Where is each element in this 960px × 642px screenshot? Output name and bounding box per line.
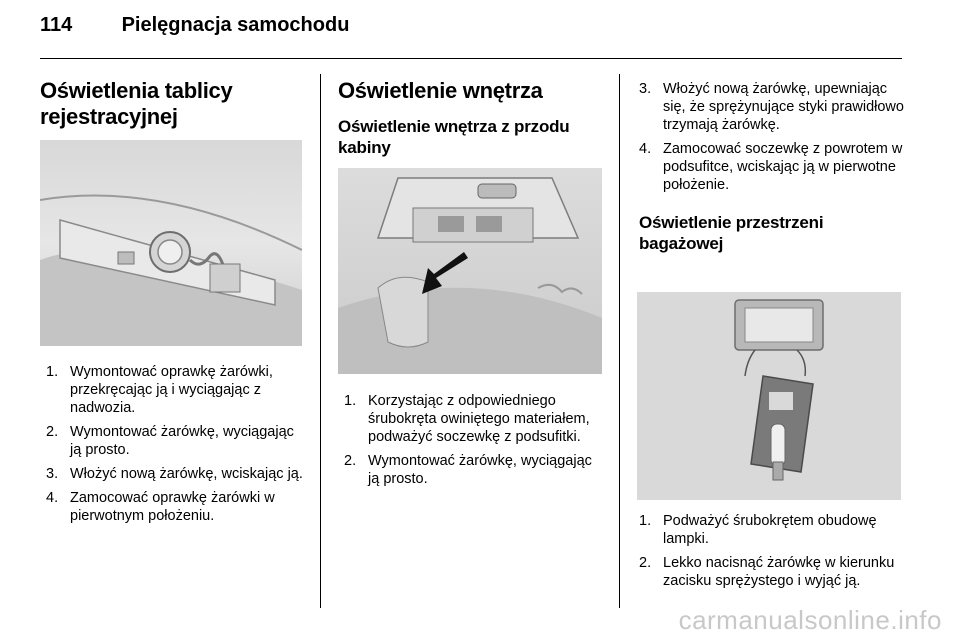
license-plate-lamp-illustration — [40, 140, 302, 346]
list-item: 1. Wymontować oprawkę żarówki, przekręcając ją i wyciągając z nadwozia. — [46, 364, 273, 416]
section-title: Pielęgnacja samochodu — [121, 14, 350, 36]
list-item: 1. Korzystając z odpowiedniego śrubokręta owiniętego materiałem, podważyć soczewkę z podsufitki. — [344, 393, 590, 445]
luggage-light-steps — [639, 512, 904, 596]
luggage-lamp-illustration — [637, 292, 901, 500]
column-license-plate — [40, 78, 302, 130]
front-cabin-steps — [344, 392, 606, 494]
license-plate-heading: Oświetlenia tablicy rejestracyjnej — [40, 78, 233, 129]
list-item: 3. Włożyć nową żarówkę, upewniając się, że sprężynujące styki prawidłowo trzymają żarówkę. — [639, 81, 904, 133]
watermark: carmanualsonline.info — [678, 605, 942, 635]
list-item: 3. Włożyć nową żarówkę, wciskając ją. — [46, 466, 303, 482]
page-header — [40, 14, 349, 37]
page-number: 114 — [40, 14, 73, 36]
column-interior-light — [338, 78, 603, 158]
column-right — [639, 80, 904, 254]
list-item: 1. Podważyć śrubokrętem obudowę lampki. — [639, 513, 877, 547]
front-cabin-lamp-illustration — [338, 168, 602, 374]
header-rule — [40, 58, 902, 59]
list-item: 2. Wymontować żarówkę, wyciągając ją prosto. — [344, 453, 592, 487]
interior-light-heading: Oświetlenie wnętrza — [338, 78, 543, 103]
list-item: 2. Wymontować żarówkę, wyciągając ją prosto. — [46, 424, 294, 458]
front-cabin-subheading: Oświetlenie wnętrza z przodu kabiny — [338, 117, 570, 157]
column-divider-2 — [619, 74, 620, 608]
list-item: 4. Zamocować oprawkę żarówki w pierwotnym położeniu. — [46, 490, 275, 524]
list-item: 2. Lekko nacisnąć żarówkę w kierunku zacisku sprężystego i wyjąć ją. — [639, 555, 895, 589]
column-divider-1 — [320, 74, 321, 608]
license-plate-steps — [46, 363, 308, 531]
luggage-light-subheading: Oświetlenie przestrzeni bagażowej — [639, 213, 824, 253]
list-item: 4. Zamocować soczewkę z powrotem w podsufitce, wciskając ją w pierwotne położenie. — [639, 141, 903, 193]
